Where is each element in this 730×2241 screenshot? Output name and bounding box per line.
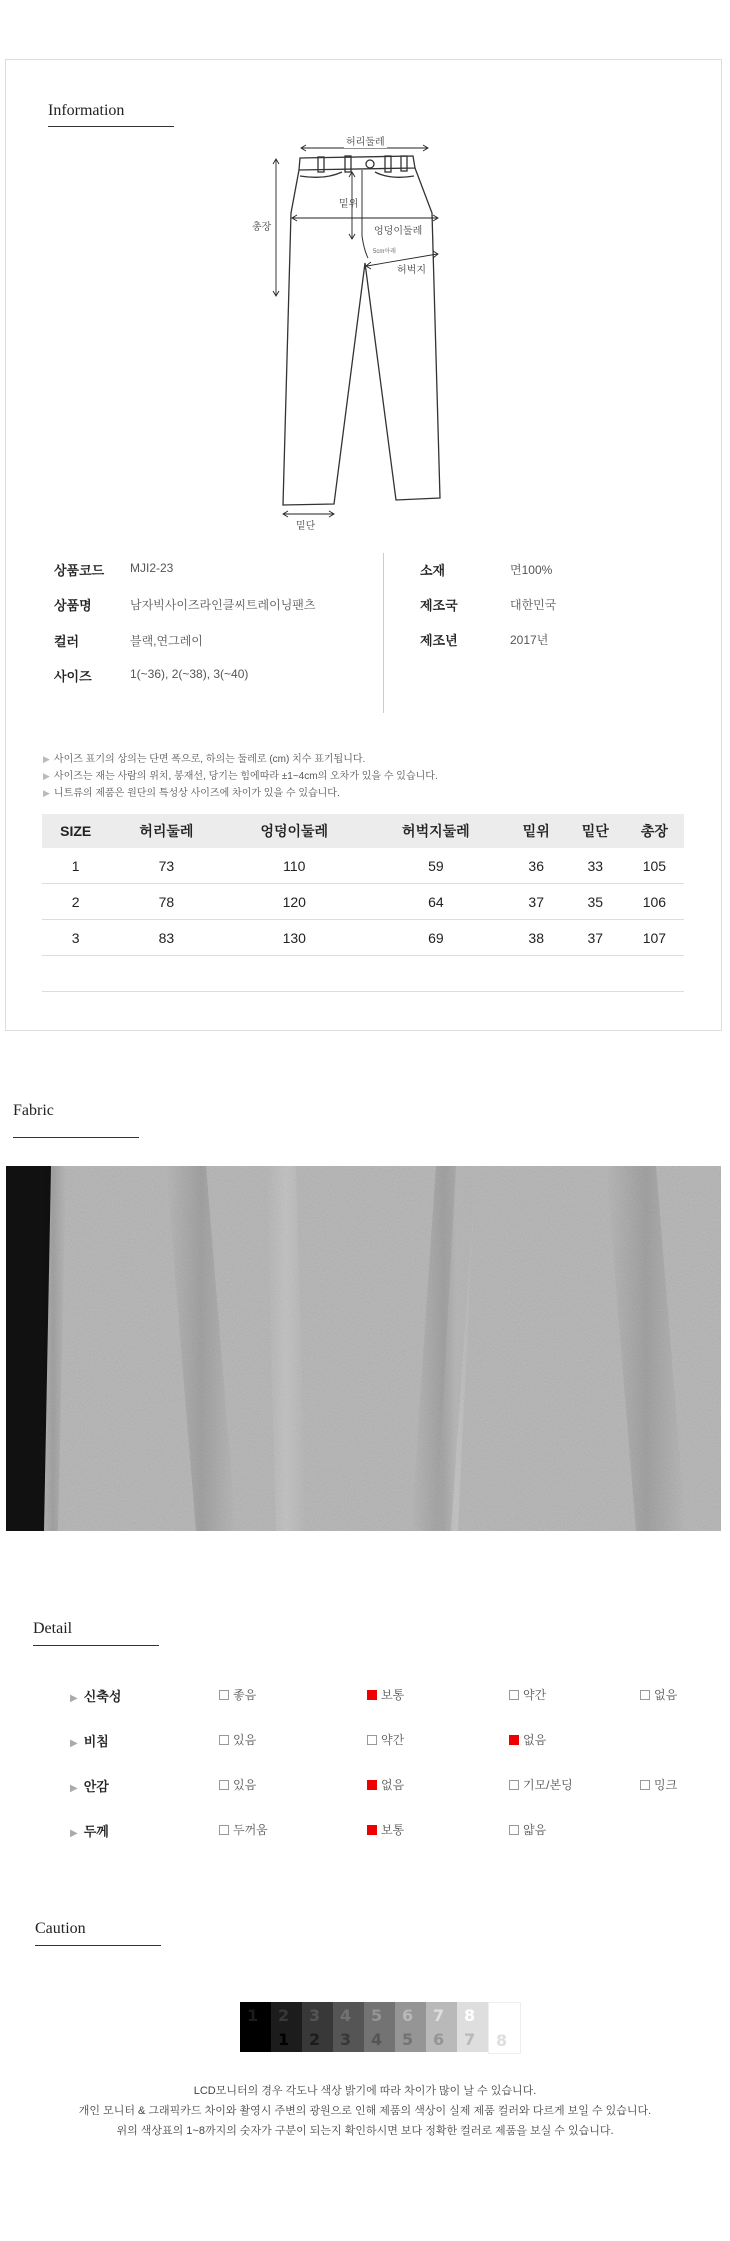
color-swatch [302, 2002, 333, 2052]
detail-option: 얇음 [509, 1821, 546, 1838]
table-cell: 37 [566, 920, 625, 956]
table-cell-empty [42, 956, 684, 992]
checkbox [509, 1780, 519, 1790]
detail-option: 있음 [219, 1731, 256, 1748]
size-table-header: SIZE [42, 814, 109, 848]
caution-line-3: 위의 색상표의 1~8까지의 숫자가 구분이 되는지 확인하시면 보다 정확한 컬러로 제품을 보실 수 있습니다. [116, 2125, 614, 2137]
information-title-underline [48, 126, 174, 127]
detail-option-selected: 없음 [367, 1776, 404, 1793]
caution-title: Caution [35, 1920, 86, 1937]
checkbox [640, 1690, 650, 1700]
detail-title: Detail [33, 1620, 73, 1637]
swatch-number-top: 3 [309, 2006, 321, 2025]
detail-option: 두꺼움 [219, 1821, 268, 1838]
swatch-number-top: 5 [371, 2006, 383, 2025]
checkbox [219, 1825, 229, 1835]
size-note-2: ▶ 사이즈는 재는 사람의 위치, 봉재선, 당기는 힘에따라 ±1~4cm의 오차가 있을 수 있습니다. [43, 771, 438, 782]
spec-label-product-name: 상품명 [54, 598, 92, 613]
checkbox-checked [367, 1825, 377, 1835]
checkbox [367, 1735, 377, 1745]
swatch-number-bottom: 8 [496, 2031, 508, 2050]
table-cell: 83 [109, 920, 223, 956]
caution-line-2: 개인 모니터 & 그래픽카드 차이와 촬영시 주변의 광원으로 인해 제품의 색상이 실제 제품 컬러와 다르게 보일 수 있습니다. [78, 2105, 652, 2117]
checkbox [509, 1690, 519, 1700]
spec-divider [383, 553, 384, 713]
color-swatch [488, 2002, 521, 2054]
table-cell: 2 [42, 884, 109, 920]
diagram-label-hip: 엉덩이둘레 [374, 226, 423, 237]
table-cell: 120 [223, 884, 365, 920]
color-swatch [333, 2002, 364, 2052]
table-cell: 130 [223, 920, 365, 956]
swatch-number-bottom: 5 [402, 2030, 414, 2049]
spec-value-product-name: 남자빅사이즈라인클씨트레이닝팬츠 [130, 598, 316, 612]
size-table-header: 허리둘레 [109, 814, 223, 848]
table-row-empty [42, 956, 684, 992]
fabric-photo [6, 1166, 721, 1531]
information-title: Information [48, 102, 125, 119]
pants-size-diagram [240, 128, 460, 528]
checkbox-checked [509, 1735, 519, 1745]
swatch-number-top: 1 [247, 2006, 259, 2025]
detail-option: 밍크 [640, 1776, 677, 1793]
spec-value-year: 2017년 [510, 633, 549, 647]
table-cell: 64 [365, 884, 507, 920]
size-table [42, 814, 684, 992]
spec-label-size: 사이즈 [54, 669, 92, 684]
caution-line-1: LCD모니터의 경우 각도나 색상 밝기에 따라 차이가 많이 날 수 있습니다. [193, 2085, 537, 2097]
table-cell: 3 [42, 920, 109, 956]
spec-value-country: 대한민국 [510, 598, 557, 612]
diagram-label-thigh: 허벅지 [397, 265, 426, 276]
detail-option: 기모/본딩 [509, 1776, 573, 1793]
detail-option-selected: 보통 [367, 1821, 404, 1838]
detail-option: 있음 [219, 1776, 256, 1793]
spec-value-color: 블랙,연그레이 [130, 634, 203, 648]
detail-label-sheerness: ▶ 비침 [70, 1734, 109, 1749]
caution-title-underline [35, 1945, 161, 1946]
detail-option: 없음 [640, 1686, 677, 1703]
spec-value-size: 1(~36), 2(~38), 3(~40) [130, 667, 249, 681]
size-table-header: 총장 [625, 814, 684, 848]
table-cell: 37 [507, 884, 566, 920]
size-table-header: 엉덩이둘레 [223, 814, 365, 848]
table-cell: 106 [625, 884, 684, 920]
spec-label-product-code: 상품코드 [54, 563, 105, 578]
checkbox-checked [367, 1690, 377, 1700]
size-table-header: 밑단 [566, 814, 625, 848]
checkbox [219, 1735, 229, 1745]
table-cell: 35 [566, 884, 625, 920]
color-swatch [240, 2002, 271, 2052]
color-swatch [457, 2002, 488, 2052]
color-swatch [364, 2002, 395, 2052]
detail-title-underline [33, 1645, 159, 1646]
swatch-number-bottom: 4 [371, 2030, 383, 2049]
diagram-label-waist: 허리둘레 [344, 133, 387, 148]
fabric-title: Fabric [13, 1102, 54, 1119]
detail-label-lining: ▶ 안감 [70, 1779, 109, 1794]
monitor-color-scale [240, 2002, 522, 2052]
swatch-number-bottom: 1 [278, 2030, 290, 2049]
spec-label-color: 컬러 [54, 634, 80, 649]
table-row [42, 920, 684, 956]
size-table-header: 밑위 [507, 814, 566, 848]
detail-option: 약간 [367, 1731, 404, 1748]
diagram-label-rise: 밑위 [339, 199, 359, 210]
detail-option-selected: 없음 [509, 1731, 546, 1748]
table-cell: 107 [625, 920, 684, 956]
table-cell: 1 [42, 848, 109, 884]
checkbox [219, 1780, 229, 1790]
spec-value-material: 면100% [510, 563, 553, 577]
swatch-number-bottom: 2 [309, 2030, 321, 2049]
color-swatch [271, 2002, 302, 2052]
table-cell: 105 [625, 848, 684, 884]
detail-option-selected: 보통 [367, 1686, 404, 1703]
detail-label-elasticity: ▶ 신축성 [70, 1689, 122, 1704]
checkbox-checked [367, 1780, 377, 1790]
size-note-1: ▶ 사이즈 표기의 상의는 단면 폭으로, 하의는 둘레로 (cm) 치수 표기됩니다. [43, 754, 366, 765]
table-cell: 33 [566, 848, 625, 884]
detail-option: 좋음 [219, 1686, 256, 1703]
spec-label-material: 소재 [420, 563, 446, 578]
swatch-number-top: 6 [402, 2006, 414, 2025]
table-cell: 59 [365, 848, 507, 884]
checkbox [640, 1780, 650, 1790]
size-note-3: ▶ 니트류의 제품은 원단의 특성상 사이즈에 차이가 있을 수 있습니다. [43, 788, 340, 799]
color-swatch [395, 2002, 426, 2052]
table-cell: 78 [109, 884, 223, 920]
fabric-texture-image [6, 1166, 721, 1531]
swatch-number-top: 2 [278, 2006, 290, 2025]
size-table-header-row [42, 814, 684, 848]
fabric-title-underline [13, 1137, 139, 1138]
spec-value-product-code: MJI2-23 [130, 561, 174, 575]
table-cell: 69 [365, 920, 507, 956]
diagram-label-length: 총장 [252, 222, 272, 233]
table-cell: 110 [223, 848, 365, 884]
table-row [42, 848, 684, 884]
swatch-number-bottom: 7 [464, 2030, 476, 2049]
swatch-number-top: 7 [433, 2006, 445, 2025]
checkbox [509, 1825, 519, 1835]
size-table-header: 허벅지둘레 [365, 814, 507, 848]
swatch-number-top: 4 [340, 2006, 352, 2025]
swatch-number-bottom: 3 [340, 2030, 352, 2049]
detail-label-thickness: ▶ 두께 [70, 1824, 109, 1839]
spec-label-year: 제조년 [420, 633, 458, 648]
detail-option: 약간 [509, 1686, 546, 1703]
color-swatch [426, 2002, 457, 2052]
swatch-number-bottom: 6 [433, 2030, 445, 2049]
diagram-label-hip-note: 5cm아래 [373, 249, 396, 255]
table-cell: 38 [507, 920, 566, 956]
table-row [42, 884, 684, 920]
table-cell: 73 [109, 848, 223, 884]
swatch-number-top: 8 [464, 2006, 476, 2025]
table-cell: 36 [507, 848, 566, 884]
checkbox [219, 1690, 229, 1700]
diagram-label-hem: 밑단 [296, 521, 316, 532]
spec-label-country: 제조국 [420, 598, 458, 613]
